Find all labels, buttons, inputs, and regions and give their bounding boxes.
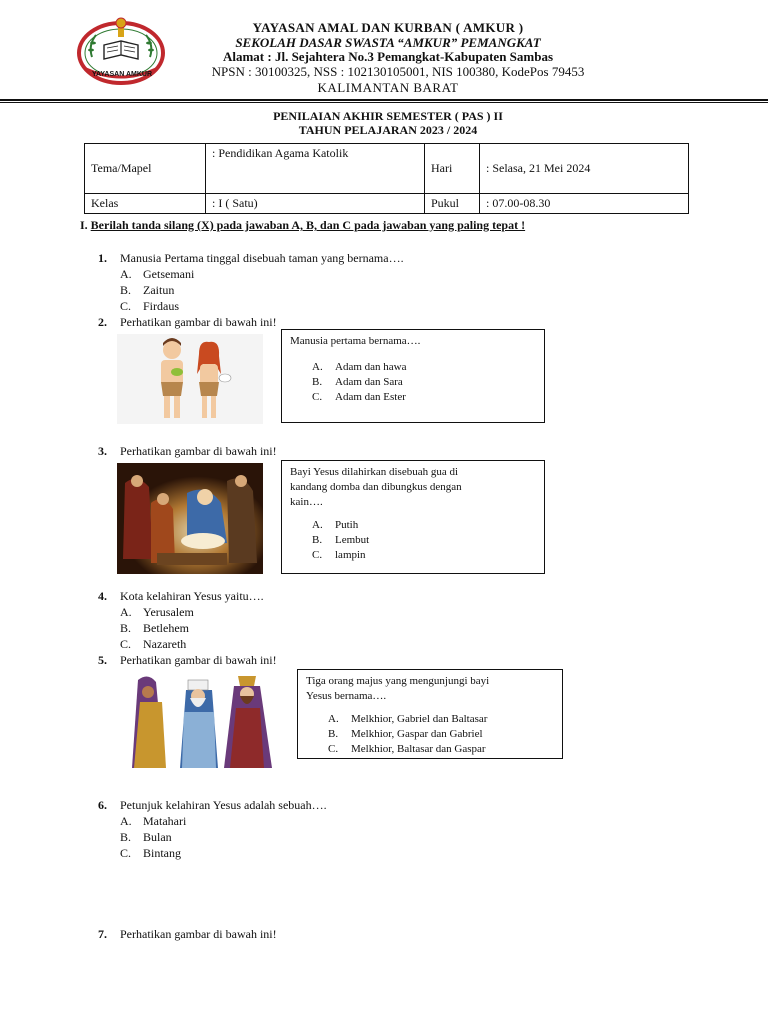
option-text: Adam dan Ester (335, 391, 406, 403)
answer-option[interactable] (290, 518, 536, 533)
option-letter: C. (328, 743, 339, 755)
question-text: Petunjuk kelahiran Yesus adalah sebuah…. (120, 798, 327, 812)
box-prompt-line: kandang domba dan dibungkus dengan (290, 481, 462, 493)
question-text: Perhatikan gambar di bawah ini! (120, 653, 277, 667)
option-letter: B. (120, 830, 132, 844)
adam-eve-illustration (117, 334, 263, 424)
option-text: Nazareth (143, 637, 187, 651)
instruction-text: Berilah tanda silang (X) pada jawaban A, B, dan C pada jawaban yang paling tepat ! (90, 218, 526, 232)
answer-option[interactable] (306, 712, 554, 727)
option-letter: C. (120, 299, 132, 313)
logo-caption: YAYASAN AMKUR (91, 71, 153, 78)
header-divider-thin (0, 102, 768, 103)
school-address: Alamat : Jl. Sejahtera No.3 Pemangkat-Kabupaten Sambas (222, 49, 554, 64)
answer-option[interactable] (290, 375, 536, 390)
exam-info-table (84, 143, 689, 214)
question-box (281, 460, 545, 574)
option-letter: B. (312, 376, 323, 388)
header-divider (0, 99, 768, 101)
option-letter: C. (120, 846, 132, 860)
box-prompt-line: Bayi Yesus dilahirkan disebuah gua di (290, 466, 459, 478)
answer-option[interactable] (120, 621, 189, 636)
option-text: Melkhior, Gaspar dan Gabriel (351, 728, 483, 740)
answer-option[interactable] (120, 267, 194, 282)
question-box (281, 329, 545, 423)
option-letter: C. (120, 637, 132, 651)
option-text: Adam dan hawa (335, 361, 407, 373)
exam-title: PENILAIAN AKHIR SEMESTER ( PAS ) II (273, 109, 503, 123)
tema-value: : Pendidikan Agama Katolik (206, 144, 425, 194)
question-box (297, 669, 563, 759)
tema-label: Tema/Mapel (85, 144, 206, 194)
option-text: Betlehem (143, 621, 189, 635)
school-name: SEKOLAH DASAR SWASTA “AMKUR” PEMANGKAT (235, 35, 541, 50)
option-letter: B. (328, 728, 339, 740)
question-number: 4. (98, 589, 107, 603)
option-letter: A. (120, 605, 132, 619)
box-prompt-line: kain…. (290, 496, 323, 508)
option-text: Melkhior, Gabriel dan Baltasar (351, 713, 488, 725)
option-letter: B. (120, 621, 132, 635)
kelas-value: : I ( Satu) (206, 194, 425, 214)
section-instruction (80, 218, 525, 233)
answer-option[interactable] (306, 727, 554, 742)
option-text: Adam dan Sara (335, 376, 403, 388)
answer-option[interactable] (120, 830, 172, 845)
answer-option[interactable] (290, 390, 536, 405)
hari-value: : Selasa, 21 Mei 2024 (480, 144, 689, 194)
question-text: Manusia Pertama tinggal disebuah taman yang bernama…. (120, 251, 404, 265)
option-letter: B. (312, 534, 323, 546)
box-prompt-line: Tiga orang majus yang mengunjungi bayi (306, 675, 490, 687)
answer-option[interactable] (290, 548, 536, 563)
nativity-illustration (117, 463, 263, 574)
school-region: KALIMANTAN BARAT (317, 80, 459, 95)
option-text: Putih (335, 519, 359, 531)
answer-option[interactable] (120, 637, 186, 652)
hari-label: Hari (425, 144, 480, 194)
magi-illustration (126, 672, 284, 770)
option-letter: C. (312, 549, 323, 561)
option-letter: A. (120, 814, 132, 828)
question-text: Kota kelahiran Yesus yaitu…. (120, 589, 264, 603)
option-letter: B. (120, 283, 132, 297)
option-text: Bulan (143, 830, 172, 844)
box-prompt-line: Yesus bernama…. (306, 690, 387, 702)
option-letter: A. (120, 267, 132, 281)
option-letter: A. (312, 519, 323, 531)
question-text: Perhatikan gambar di bawah ini! (120, 444, 277, 458)
answer-option[interactable] (120, 283, 174, 298)
section-number: I. (80, 218, 88, 232)
question-number: 6. (98, 798, 107, 812)
answer-option[interactable] (120, 299, 179, 314)
option-text: Lembut (335, 534, 370, 546)
option-text: Zaitun (143, 283, 175, 297)
question-text: Perhatikan gambar di bawah ini! (120, 927, 277, 941)
pukul-label: Pukul (425, 194, 480, 214)
box-prompt: Manusia pertama bernama…. (290, 335, 421, 347)
pukul-value: : 07.00-08.30 (480, 194, 689, 214)
answer-option[interactable] (306, 742, 554, 757)
question-number: 7. (98, 927, 107, 941)
exam-year: TAHUN PELAJARAN 2023 / 2024 (298, 123, 478, 137)
foundation-name: YAYASAN AMAL DAN KURBAN ( AMKUR ) (252, 20, 524, 35)
kelas-label: Kelas (85, 194, 206, 214)
answer-option[interactable] (290, 360, 536, 375)
question-number: 1. (98, 251, 107, 265)
answer-option[interactable] (290, 533, 536, 548)
option-letter: A. (312, 361, 323, 373)
option-text: Melkhior, Baltasar dan Gaspar (351, 743, 486, 755)
option-text: Matahari (143, 814, 187, 828)
option-text: Firdaus (143, 299, 179, 313)
option-letter: A. (328, 713, 339, 725)
option-text: Bintang (143, 846, 181, 860)
option-letter: C. (312, 391, 323, 403)
answer-option[interactable] (120, 846, 181, 861)
question-number: 5. (98, 653, 107, 667)
answer-option[interactable] (120, 814, 186, 829)
question-number: 3. (98, 444, 107, 458)
option-text: Yerusalem (143, 605, 194, 619)
school-ids: NPSN : 30100325, NSS : 102130105001, NIS 100380, KodePos 79453 (211, 64, 585, 79)
answer-option[interactable] (120, 605, 194, 620)
question-text: Perhatikan gambar di bawah ini! (120, 315, 277, 329)
option-text: lampin (335, 549, 366, 561)
question-number: 2. (98, 315, 107, 329)
option-text: Getsemani (143, 267, 195, 281)
